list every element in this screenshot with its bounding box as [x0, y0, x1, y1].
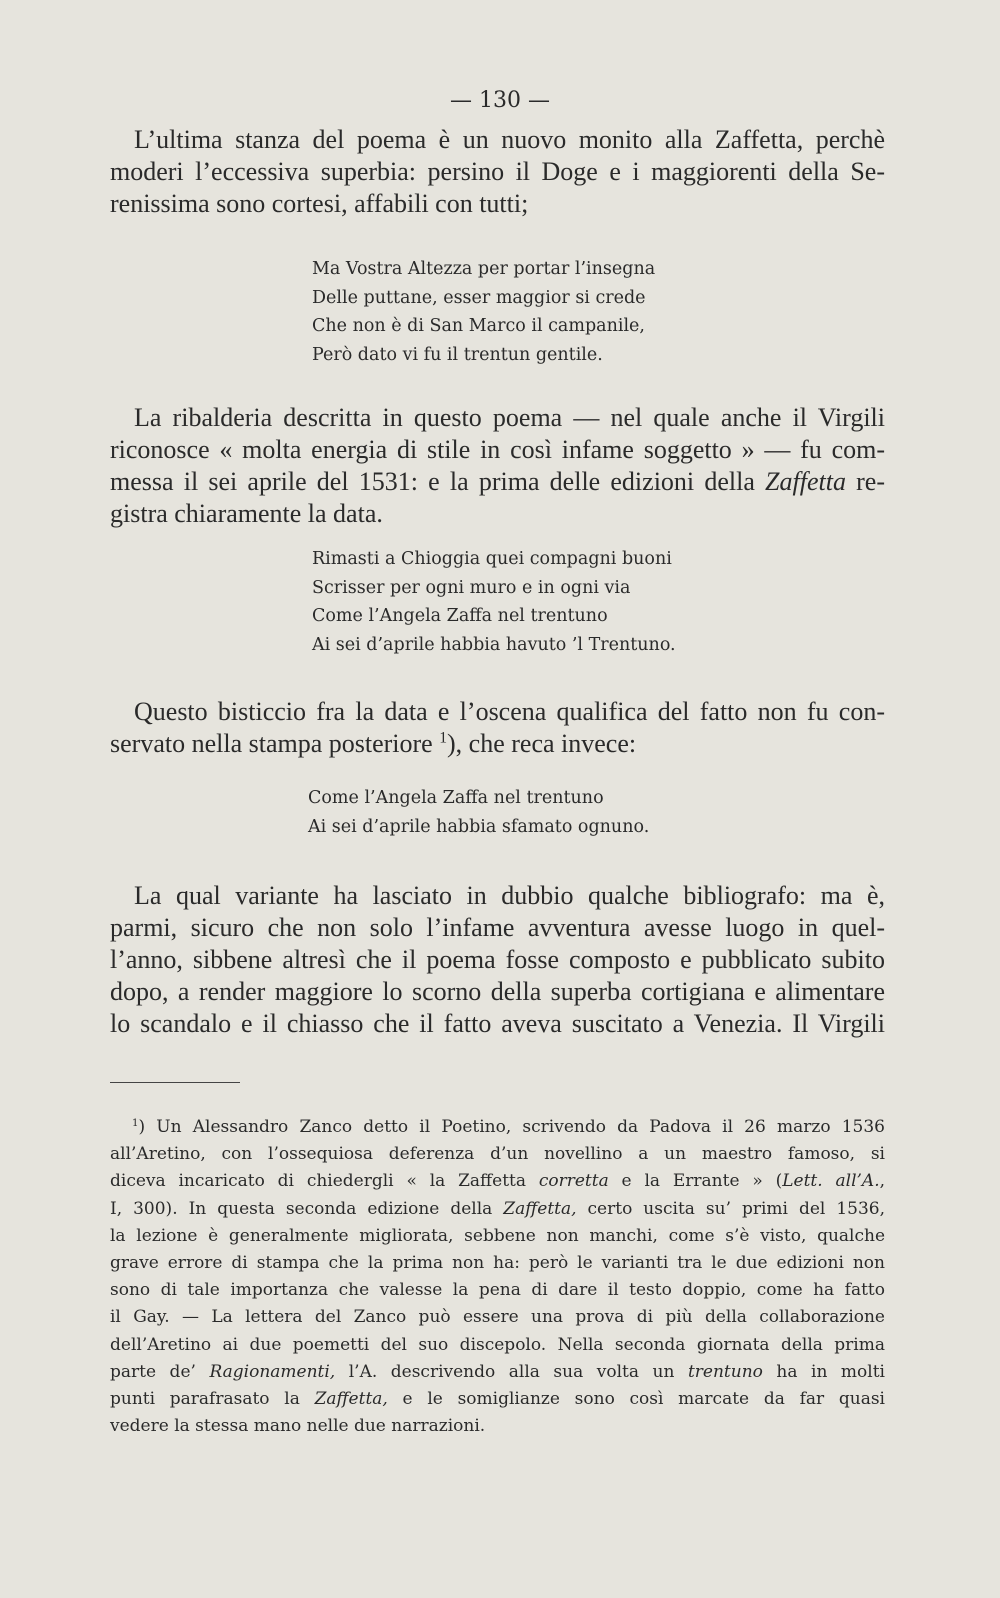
verse-line: Ai sei d’aprile habbia havuto ’l Trentuno.	[312, 634, 676, 655]
italic-title: Zaffetta	[765, 467, 846, 496]
verse-line: Ai sei d’aprile habbia sfamato ognuno.	[308, 816, 650, 837]
footnote-line	[110, 1168, 885, 1195]
footnote-line	[110, 1386, 885, 1413]
verse-line: Che non è di San Marco il campanile,	[312, 316, 645, 336]
page-number: — 130 —	[450, 88, 550, 113]
paragraph-line: gistra chiaramente la data.	[110, 499, 383, 528]
verse-line: Ma Vostra Altezza per portar l’insegna	[312, 259, 656, 279]
footnote-line: vedere la stessa mano nelle due narrazioni.	[110, 1416, 486, 1437]
text-run: parte de’	[110, 1361, 210, 1382]
footnote-line: all’Aretino, con l’ossequiosa deferenza d’un novellino a un maestro famoso, si	[110, 1144, 885, 1165]
text-run: punti parafrasato la	[110, 1389, 315, 1410]
paragraph-line: lo scandalo e il chiasso che il fatto aveva suscitato a Venezia. Il Virgili	[110, 1009, 885, 1038]
text-run: certo uscita su’ primi del 1536,	[576, 1198, 886, 1219]
verse-line: Come l’Angela Zaffa nel trentuno	[312, 606, 608, 626]
paragraph-line: L’ultima stanza del poema è un nuovo monito alla Zaffetta, perchè	[134, 125, 885, 154]
footnote-line: grave errore di stampa che la prima non ha: però le varianti tra le due edizioni non	[110, 1253, 885, 1274]
paragraph-line	[110, 466, 885, 498]
footnote-marker: 1	[132, 1117, 139, 1129]
italic-citation: Lett. all’A.	[782, 1171, 880, 1192]
paragraph-line: moderi l’eccessiva superbia: persino il Doge e i maggiorenti della Se-	[110, 157, 885, 186]
verse-quote-2	[312, 545, 676, 659]
footnote-line: dell’Aretino ai due poemetti del suo discepolo. Nella seconda giornata della prima	[110, 1334, 885, 1355]
verse-line: Però dato vi fu il trentun gentile.	[312, 344, 603, 365]
paragraph-3	[110, 696, 885, 760]
italic-term: corretta	[538, 1171, 609, 1192]
footnote-line: la lezione è generalmente migliorata, sebbene non manchi, come s’è visto, qualche	[110, 1225, 885, 1246]
verse-quote-1	[312, 255, 655, 369]
verse-line: Scrisser per ogni muro e in ogni via	[312, 577, 631, 598]
text-run: e la Errante » (	[608, 1171, 783, 1192]
verse-line: Come l’Angela Zaffa nel trentuno	[308, 788, 604, 808]
footnote	[110, 1114, 885, 1440]
text-run: ,	[879, 1171, 886, 1192]
italic-title: Zaffetta,	[503, 1198, 577, 1219]
text-run: e le somiglianze sono così marcate da far quasi	[387, 1389, 885, 1410]
paragraph-line: La ribalderia descritta in questo poema — nel quale anche il Virgili	[134, 403, 885, 432]
text-run: I, 300). In questa seconda edizione della	[110, 1198, 504, 1219]
text-run: l’A. descrivendo alla sua volta un	[335, 1361, 688, 1382]
footnote-ref: 1	[439, 729, 448, 747]
verse-line: Delle puttane, esser maggior si crede	[312, 287, 646, 308]
paragraph-line: Questo bisticcio fra la data e l’oscena qualifica del fatto non fu con-	[134, 697, 885, 726]
paragraph-line: La qual variante ha lasciato in dubbio qualche bibliografo: ma è,	[134, 881, 885, 910]
footnote-line	[110, 1359, 885, 1386]
paragraph-line	[110, 728, 885, 760]
verse-line: Rimasti a Chioggia quei compagni buoni	[312, 549, 672, 569]
text-run: ha in molti	[762, 1361, 885, 1382]
italic-title: Zaffetta,	[314, 1389, 388, 1410]
footnote-line: sono di tale importanza che valesse la pena di dare il testo doppio, come ha fatto	[110, 1280, 885, 1301]
text-run: ) Un Alessandro Zanco detto il Poetino, scrivendo da Padova il 26 marzo 1536	[138, 1117, 885, 1137]
text-run: messa il sei aprile del 1531: e la prima delle edizioni della	[110, 467, 766, 496]
footnote-line: il Gay. — La lettera del Zanco può essere una prova di più della collaborazione	[110, 1307, 885, 1328]
paragraph-line: l’anno, sibbene altresì che il poema fosse composto e pubblicato subito	[110, 945, 885, 974]
footnote-line	[110, 1196, 885, 1223]
italic-term: trentuno	[687, 1361, 763, 1382]
footnote-line	[110, 1114, 885, 1141]
verse-quote-3	[308, 784, 649, 841]
text-run: re-	[845, 467, 885, 496]
italic-title: Ragionamenti,	[209, 1361, 336, 1382]
footnote-divider	[110, 1082, 240, 1083]
text-run: ), che reca invece:	[447, 729, 637, 758]
text-run: diceva incaricato di chiedergli « la Zaffetta	[110, 1171, 539, 1192]
paragraph-line: renissima sono cortesi, affabili con tutti;	[110, 189, 529, 218]
paragraph-2	[110, 402, 885, 530]
paragraph-line: riconosce « molta energia di stile in così infame soggetto » — fu com-	[110, 435, 885, 464]
paragraph-line: dopo, a render maggiore lo scorno della superba cortigiana e alimentare	[110, 977, 885, 1006]
text-run: servato nella stampa posteriore	[110, 729, 440, 758]
paragraph-1	[110, 124, 885, 220]
paragraph-line: parmi, sicuro che non solo l’infame avventura avesse luogo in quel-	[110, 913, 885, 942]
paragraph-4	[110, 880, 885, 1040]
